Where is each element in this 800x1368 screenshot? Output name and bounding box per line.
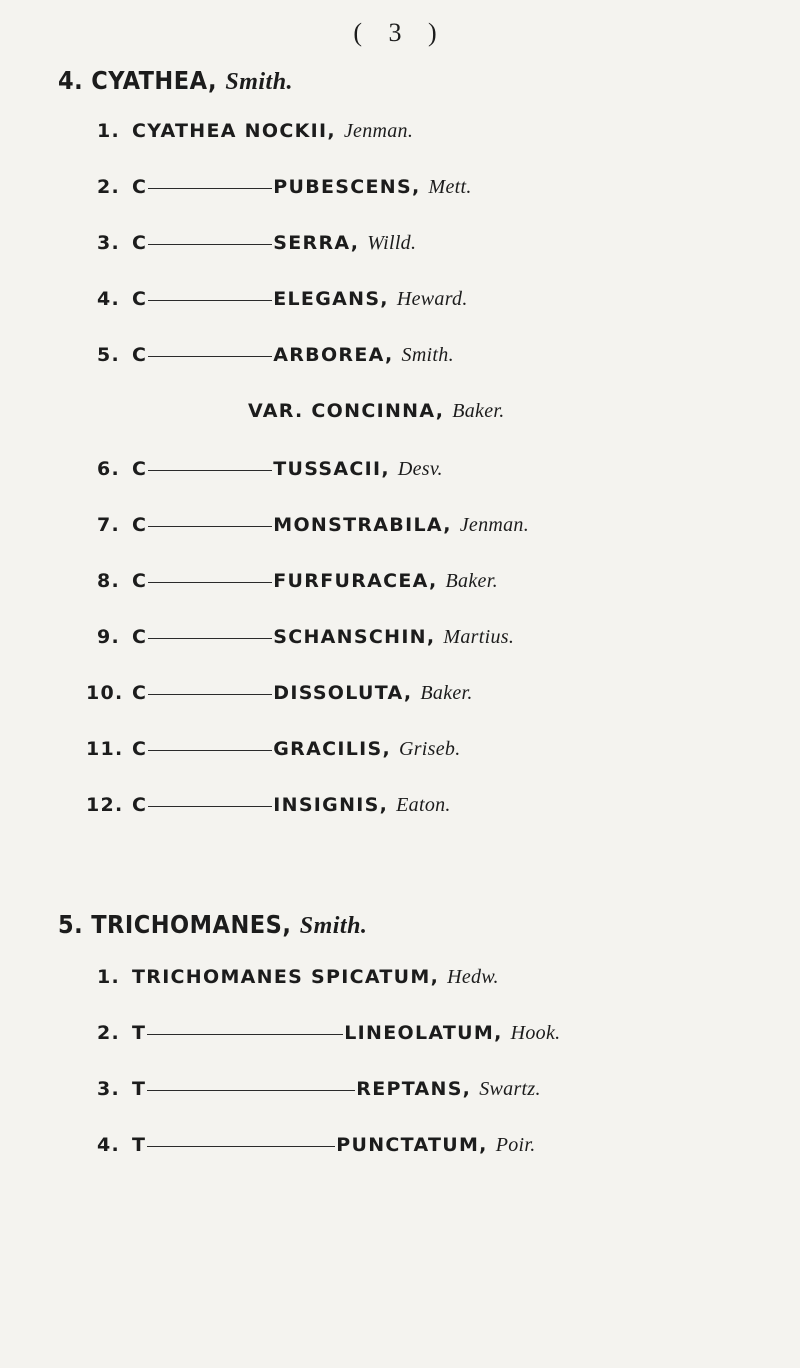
- species-name: GRACILIS,: [273, 738, 391, 760]
- species-author: Baker.: [445, 570, 498, 592]
- species-entry: [86, 1078, 541, 1101]
- genus-abbreviation: C: [132, 794, 148, 816]
- genus-abbreviation: C: [132, 288, 148, 310]
- species-name: MONSTRABILA,: [273, 514, 452, 536]
- genus-name: TRICHOMANES,: [91, 910, 292, 939]
- species-name: DISSOLUTA,: [273, 682, 413, 704]
- entry-number: 1.: [96, 120, 120, 142]
- species-entry: [86, 626, 514, 649]
- species-author: Swartz.: [479, 1078, 541, 1100]
- species-author: Mett.: [428, 176, 472, 198]
- ditto-rule: [148, 638, 272, 639]
- genus-abbreviation: C: [132, 570, 148, 592]
- species-entry: [86, 794, 451, 817]
- entry-number: 4.: [96, 288, 120, 310]
- genus-author: Smith.: [225, 69, 294, 95]
- section-number: 4.: [58, 66, 84, 95]
- ditto-rule: [148, 526, 272, 527]
- species-name: REPTANS,: [356, 1078, 472, 1100]
- species-entry: [86, 232, 416, 255]
- species-name: ARBOREA,: [273, 344, 394, 366]
- species-author: Eaton.: [396, 794, 451, 816]
- genus-name: CYATHEA,: [91, 66, 218, 95]
- variety-author: Baker.: [452, 400, 505, 422]
- species-author: Poir.: [495, 1134, 536, 1156]
- species-entry: [86, 738, 461, 761]
- genus-abbreviation: C: [132, 176, 148, 198]
- entry-number: 3.: [96, 1078, 120, 1100]
- species-name: SCHANSCHIN,: [273, 626, 436, 648]
- species-author: Jenman.: [459, 514, 530, 536]
- entry-number: 5.: [96, 344, 120, 366]
- entry-number: 6.: [96, 458, 120, 480]
- genus-abbreviation: T: [132, 1022, 147, 1044]
- entry-number: 7.: [96, 514, 120, 536]
- ditto-rule: [148, 244, 272, 245]
- species-entry: [86, 682, 473, 705]
- genus-abbreviation: C: [132, 626, 148, 648]
- genus-author: Smith.: [299, 913, 368, 939]
- species-author: Jenman.: [343, 120, 414, 142]
- section-heading-trichomanes: [58, 910, 367, 940]
- species-entry: [86, 1134, 536, 1157]
- species-entry: [86, 176, 472, 199]
- species-author: Desv.: [397, 458, 443, 480]
- species-author: Martius.: [443, 626, 515, 648]
- species-entry: [86, 288, 468, 311]
- page-number: ( 3 ): [353, 18, 447, 47]
- entry-number: 8.: [96, 570, 120, 592]
- species-entry: [86, 344, 454, 367]
- ditto-rule: [148, 582, 272, 583]
- species-name: INSIGNIS,: [273, 794, 389, 816]
- entry-number: 10.: [86, 682, 124, 704]
- variety-name: VAR. CONCINNA,: [248, 400, 445, 422]
- species-author: Griseb.: [398, 738, 461, 760]
- entry-number: 2.: [96, 176, 120, 198]
- genus-abbreviation: C: [132, 458, 148, 480]
- species-author: Willd.: [367, 232, 417, 254]
- genus-abbreviation: C: [132, 344, 148, 366]
- entry-number: 2.: [96, 1022, 120, 1044]
- species-name: CYATHEA NOCKII,: [132, 120, 336, 142]
- section-heading-cyathea: [58, 66, 293, 96]
- species-name: FURFURACEA,: [273, 570, 438, 592]
- species-name: PUBESCENS,: [273, 176, 421, 198]
- genus-abbreviation: C: [132, 232, 148, 254]
- species-name: TUSSACII,: [273, 458, 390, 480]
- ditto-rule: [147, 1090, 355, 1091]
- ditto-rule: [148, 188, 272, 189]
- species-name: ELEGANS,: [273, 288, 389, 310]
- entry-number: 4.: [96, 1134, 120, 1156]
- ditto-rule: [147, 1146, 335, 1147]
- genus-abbreviation: T: [132, 1078, 147, 1100]
- ditto-rule: [148, 470, 272, 471]
- entry-number: 1.: [96, 966, 120, 988]
- entry-number: 9.: [96, 626, 120, 648]
- species-author: Smith.: [401, 344, 454, 366]
- species-entry: [86, 458, 443, 481]
- species-name: PUNCTATUM,: [336, 1134, 488, 1156]
- ditto-rule: [148, 300, 272, 301]
- entry-number: 11.: [86, 738, 124, 760]
- ditto-rule: [148, 806, 272, 807]
- ditto-rule: [148, 750, 272, 751]
- genus-abbreviation: C: [132, 682, 148, 704]
- ditto-rule: [147, 1034, 343, 1035]
- species-author: Hedw.: [447, 966, 499, 988]
- entry-number: 12.: [86, 794, 124, 816]
- section-number: 5.: [58, 910, 84, 939]
- genus-abbreviation: C: [132, 514, 148, 536]
- entry-number: 3.: [96, 232, 120, 254]
- ditto-rule: [148, 356, 272, 357]
- species-author: Baker.: [420, 682, 473, 704]
- species-entry: [86, 966, 499, 989]
- species-entry: [86, 120, 413, 143]
- species-entry: [86, 1022, 560, 1045]
- species-name: TRICHOMANES SPICATUM,: [132, 966, 440, 988]
- species-name: SERRA,: [273, 232, 360, 254]
- variety-entry: [248, 400, 505, 423]
- species-entry: [86, 570, 498, 593]
- species-entry: [86, 514, 529, 537]
- ditto-rule: [148, 694, 272, 695]
- species-author: Hook.: [510, 1022, 561, 1044]
- species-name: LINEOLATUM,: [344, 1022, 503, 1044]
- genus-abbreviation: C: [132, 738, 148, 760]
- genus-abbreviation: T: [132, 1134, 147, 1156]
- species-author: Heward.: [396, 288, 468, 310]
